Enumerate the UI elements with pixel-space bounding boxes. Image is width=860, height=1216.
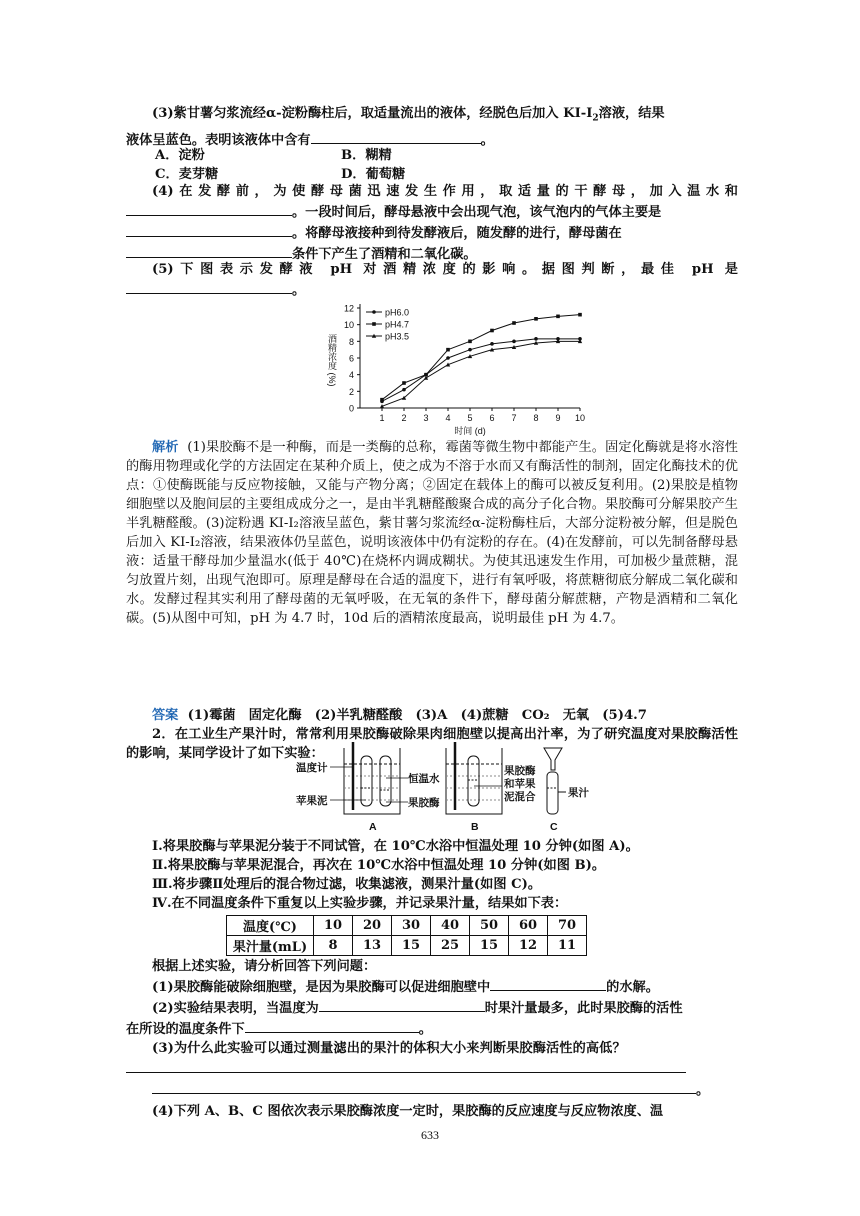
x-axis-label: 时间 (d) — [454, 426, 486, 436]
results-table — [226, 915, 587, 956]
q3-subscript: 2 — [592, 113, 599, 124]
x-tick-label: 10 — [574, 413, 586, 423]
q3-stem — [126, 104, 738, 150]
ph-alcohol-line-chart — [318, 298, 588, 440]
data-point — [490, 342, 494, 346]
label-mixture-3: 泥混合 — [504, 791, 536, 803]
label-thermometer: 温度计 — [296, 762, 328, 774]
q2-steps — [126, 837, 738, 913]
data-point — [578, 313, 582, 317]
x-tick-label: 2 — [401, 413, 407, 423]
option-b: B．糊精 — [341, 148, 392, 163]
option-d: D．葡萄糖 — [341, 167, 406, 182]
table-cell: 12 — [509, 936, 548, 956]
table-cell: 25 — [431, 936, 470, 956]
answer-blank[interactable] — [490, 976, 606, 991]
data-point — [468, 340, 472, 344]
y-tick-label: 2 — [348, 386, 354, 397]
q3-options-row1 — [155, 144, 527, 163]
data-point — [490, 329, 494, 333]
label-apple-puree: 苹果泥 — [296, 795, 328, 807]
table-cell: 40 — [431, 916, 470, 936]
sub-q3-end: 。 — [696, 1083, 710, 1098]
answer-blank[interactable] — [126, 243, 292, 258]
x-tick-label: 6 — [489, 413, 495, 423]
q5-stem — [126, 260, 738, 300]
legend-marker — [372, 322, 376, 326]
y-tick-label: 0 — [348, 403, 354, 414]
label-juice: 果汁 — [568, 787, 589, 799]
table-cell: 70 — [548, 916, 587, 936]
legend-label: pH3.5 — [385, 331, 410, 342]
q3-options-row2 — [155, 163, 527, 182]
answer-blank[interactable] — [152, 1079, 696, 1094]
table-cell: 10 — [314, 916, 353, 936]
q2-prompt: 根据上述实验，请分析回答下列问题： — [152, 959, 377, 974]
table-cell: 13 — [353, 936, 392, 956]
table-row — [227, 936, 587, 956]
label-a: A — [369, 821, 377, 833]
data-point — [446, 356, 450, 360]
q4-line4: 条件下产生了酒精和二氧化碳。 — [292, 247, 477, 262]
table-cell: 60 — [509, 916, 548, 936]
beaker-b — [446, 742, 502, 814]
answer-blank[interactable] — [126, 201, 292, 216]
table-cell: 20 — [353, 916, 392, 936]
table-cell: 15 — [470, 936, 509, 956]
y-tick-label: 4 — [348, 370, 354, 381]
step-2: Ⅱ.将果胶酶与苹果泥混合，再次在 10℃水浴中恒温处理 10 分钟(如图 B)。 — [152, 858, 606, 873]
data-point — [512, 340, 516, 344]
q2-questions — [126, 957, 738, 1121]
answer-blank[interactable] — [126, 1058, 686, 1073]
y-axis-label: 酒精浓度 (%) — [327, 334, 337, 387]
answer-blank[interactable] — [245, 1018, 419, 1033]
x-tick-label: 1 — [379, 413, 385, 423]
table-cell: 15 — [392, 936, 431, 956]
sub-q4: (4)下列 A、B、C 图依次表示果胶酶浓度一定时，果胶酶的反应速度与反应物浓度、温 — [152, 1104, 664, 1119]
q3-line1b: 溶液，结果 — [598, 106, 665, 121]
answer-blank[interactable] — [126, 222, 292, 237]
step-4: Ⅳ.在不同温度条件下重复以上实验步骤，并记录果汁量，结果如下表： — [152, 896, 568, 911]
label-water-bath: 恒温水 — [408, 773, 440, 785]
q5-line1: (5)下图表示发酵液 pH 对酒精浓度的影响。据图判断，最佳 pH 是 — [152, 262, 738, 277]
series-line-pH3.5 — [382, 341, 580, 406]
data-point — [556, 315, 560, 319]
q4-stem — [126, 182, 738, 264]
x-tick-label: 9 — [555, 413, 561, 423]
analysis-label: 解析 — [152, 440, 179, 455]
q2-intro-text: 2．在工业生产果汁时，常常利用果胶酶破除果肉细胞壁以提高出汁率，为了研究温度对果胶酶活性的影响，某同学设计了如下实验： — [126, 727, 738, 761]
y-tick-label: 10 — [343, 320, 354, 331]
x-tick-label: 3 — [423, 413, 429, 423]
q4-line1: (4)在发酵前，为使酵母菌迅速发生作用，取适量的干酵母，加入温水和 — [152, 184, 738, 199]
step-3: Ⅲ.将步骤Ⅱ处理后的混合物过滤，收集滤液，测果汁量(如图 C)。 — [152, 877, 542, 892]
data-point — [402, 388, 406, 392]
answer-text: (1)霉菌 固定化酶 (2)半乳糖醛酸 (3)A (4)蔗糖 CO₂ 无氧 (5)4.7 — [187, 708, 647, 723]
label-c: C — [550, 821, 558, 833]
data-point — [380, 398, 384, 402]
y-tick-label: 6 — [348, 353, 354, 364]
option-c: C．麦芽糖 — [155, 167, 219, 182]
q5-line2-end: 。 — [292, 283, 306, 298]
label-mixture-2: 和苹果 — [504, 778, 536, 790]
answer-label: 答案 — [152, 708, 179, 723]
funnel-c — [544, 748, 566, 814]
legend-label: pH4.7 — [385, 319, 410, 330]
table-cell: 50 — [470, 916, 509, 936]
step-1: Ⅰ.将果胶酶与苹果泥分装于不同试管，在 10℃水浴中恒温处理 10 分钟(如图 A)。 — [152, 839, 639, 854]
option-a: A．淀粉 — [155, 148, 205, 163]
label-b: B — [471, 821, 479, 833]
q3-line1: (3)紫甘薯匀浆流经α-淀粉酶柱后，取适量流出的液体，经脱色后加入 KI-I — [152, 106, 593, 121]
q4-line2: 。一段时间后，酵母悬液中会出现气泡，该气泡内的气体主要是 — [292, 205, 662, 220]
analysis-block — [126, 438, 738, 628]
sub-q3: (3)为什么此实验可以通过测量滤出的果汁的体积大小来判断果胶酶活性的高低？ — [152, 1041, 626, 1056]
x-tick-label: 4 — [445, 413, 451, 423]
data-point — [534, 317, 538, 321]
y-tick-label: 12 — [343, 303, 354, 314]
data-point — [402, 381, 406, 385]
sub-q2-d: 。 — [418, 1022, 432, 1037]
answer-blank[interactable] — [311, 129, 481, 144]
q3-line2: 液体呈蓝色。表明该液体中含有 — [126, 132, 311, 148]
x-tick-label: 7 — [511, 413, 517, 423]
sub-q2-b: 时果汁量最多，此时果胶酶的活性 — [484, 1001, 683, 1016]
table-cell: 11 — [548, 936, 587, 956]
data-point — [468, 348, 472, 352]
apparatus-figure — [296, 742, 606, 834]
data-point — [534, 337, 538, 341]
y-tick-label: 8 — [348, 336, 354, 347]
table-head-temperature: 温度(℃) — [227, 916, 314, 936]
table-head-juice: 果汁量(mL) — [227, 936, 314, 956]
answer-blank[interactable] — [126, 279, 292, 294]
sub-q2-c: 在所设的温度条件下 — [126, 1022, 245, 1037]
answer-block — [126, 706, 738, 725]
answer-blank[interactable] — [319, 997, 485, 1012]
x-tick-label: 8 — [533, 413, 539, 423]
q4-line3: 。将酵母液接种到待发酵液后，随发酵的进行，酵母菌在 — [292, 226, 622, 241]
series-line-pH6.0 — [382, 339, 580, 402]
table-row — [227, 916, 587, 936]
data-point — [512, 321, 516, 325]
analysis-text: (1)果胶酶不是一种酶，而是一类酶的总称，霉菌等微生物中都能产生。固定化酶就是将水溶性的酶用物理或化学的方法固定在某种介质上，使之成为不溶于水而又有酶活性的制剂，固定化酶技术的优点：①使酶既能与反应物接触，又能与产物分离；②固定在载体上的酶可以被反复利用。(2)果胶是植物细胞壁以及胞间层的主要组成成分之一，是由半乳糖醛酸聚合成的高分子化合物。果胶酶可分解果胶产生半乳糖醛酸。(3)淀粉遇 KI-I₂溶液呈蓝色，紫甘薯匀浆流经α-淀粉酶柱后，大部分淀粉被分解，但是脱色后加入 KI-I₂溶液，结果液体仍呈蓝色，说明该液体中仍有淀粉的存在。(4)在发酵前，可以先制备酵母悬液：适量干酵母加少量温水(低于 40℃)在烧杯内调成糊状。为使其迅速发生作用，可加极少量蔗糖，混匀放置片刻，出现气泡即可。原理是酵母在合适的温度下，进行有氧呼吸，将蔗糖彻底分解成二氧化碳和水。发酵过程其实利用了酵母菌的无氧呼吸，在无氧的条件下，酵母菌分解蔗糖，产物是酒精和二氧化碳。(5)从图中可知，pH 为 4.7 时，10d 后的酒精浓度最高，说明最佳 pH 为 4.7。 — [126, 440, 738, 626]
label-pectinase: 果胶酶 — [408, 797, 440, 809]
sub-q2-a: (2)实验结果表明，当温度为 — [152, 1001, 319, 1016]
x-tick-label: 5 — [467, 413, 473, 423]
series-line-pH4.7 — [382, 315, 580, 400]
label-mixture-1: 果胶酶 — [504, 765, 536, 777]
page-number: 633 — [421, 1128, 439, 1142]
table-cell: 30 — [392, 916, 431, 936]
legend-label: pH6.0 — [385, 307, 410, 318]
q3-line2-end: 。 — [480, 132, 494, 148]
sub-q1-b: 的水解。 — [606, 980, 659, 995]
legend-marker — [372, 310, 376, 314]
sub-q1-a: (1)果胶酶能破除细胞壁，是因为果胶酶可以促进细胞壁中 — [152, 980, 491, 995]
data-point — [446, 348, 450, 352]
table-cell: 8 — [314, 936, 353, 956]
